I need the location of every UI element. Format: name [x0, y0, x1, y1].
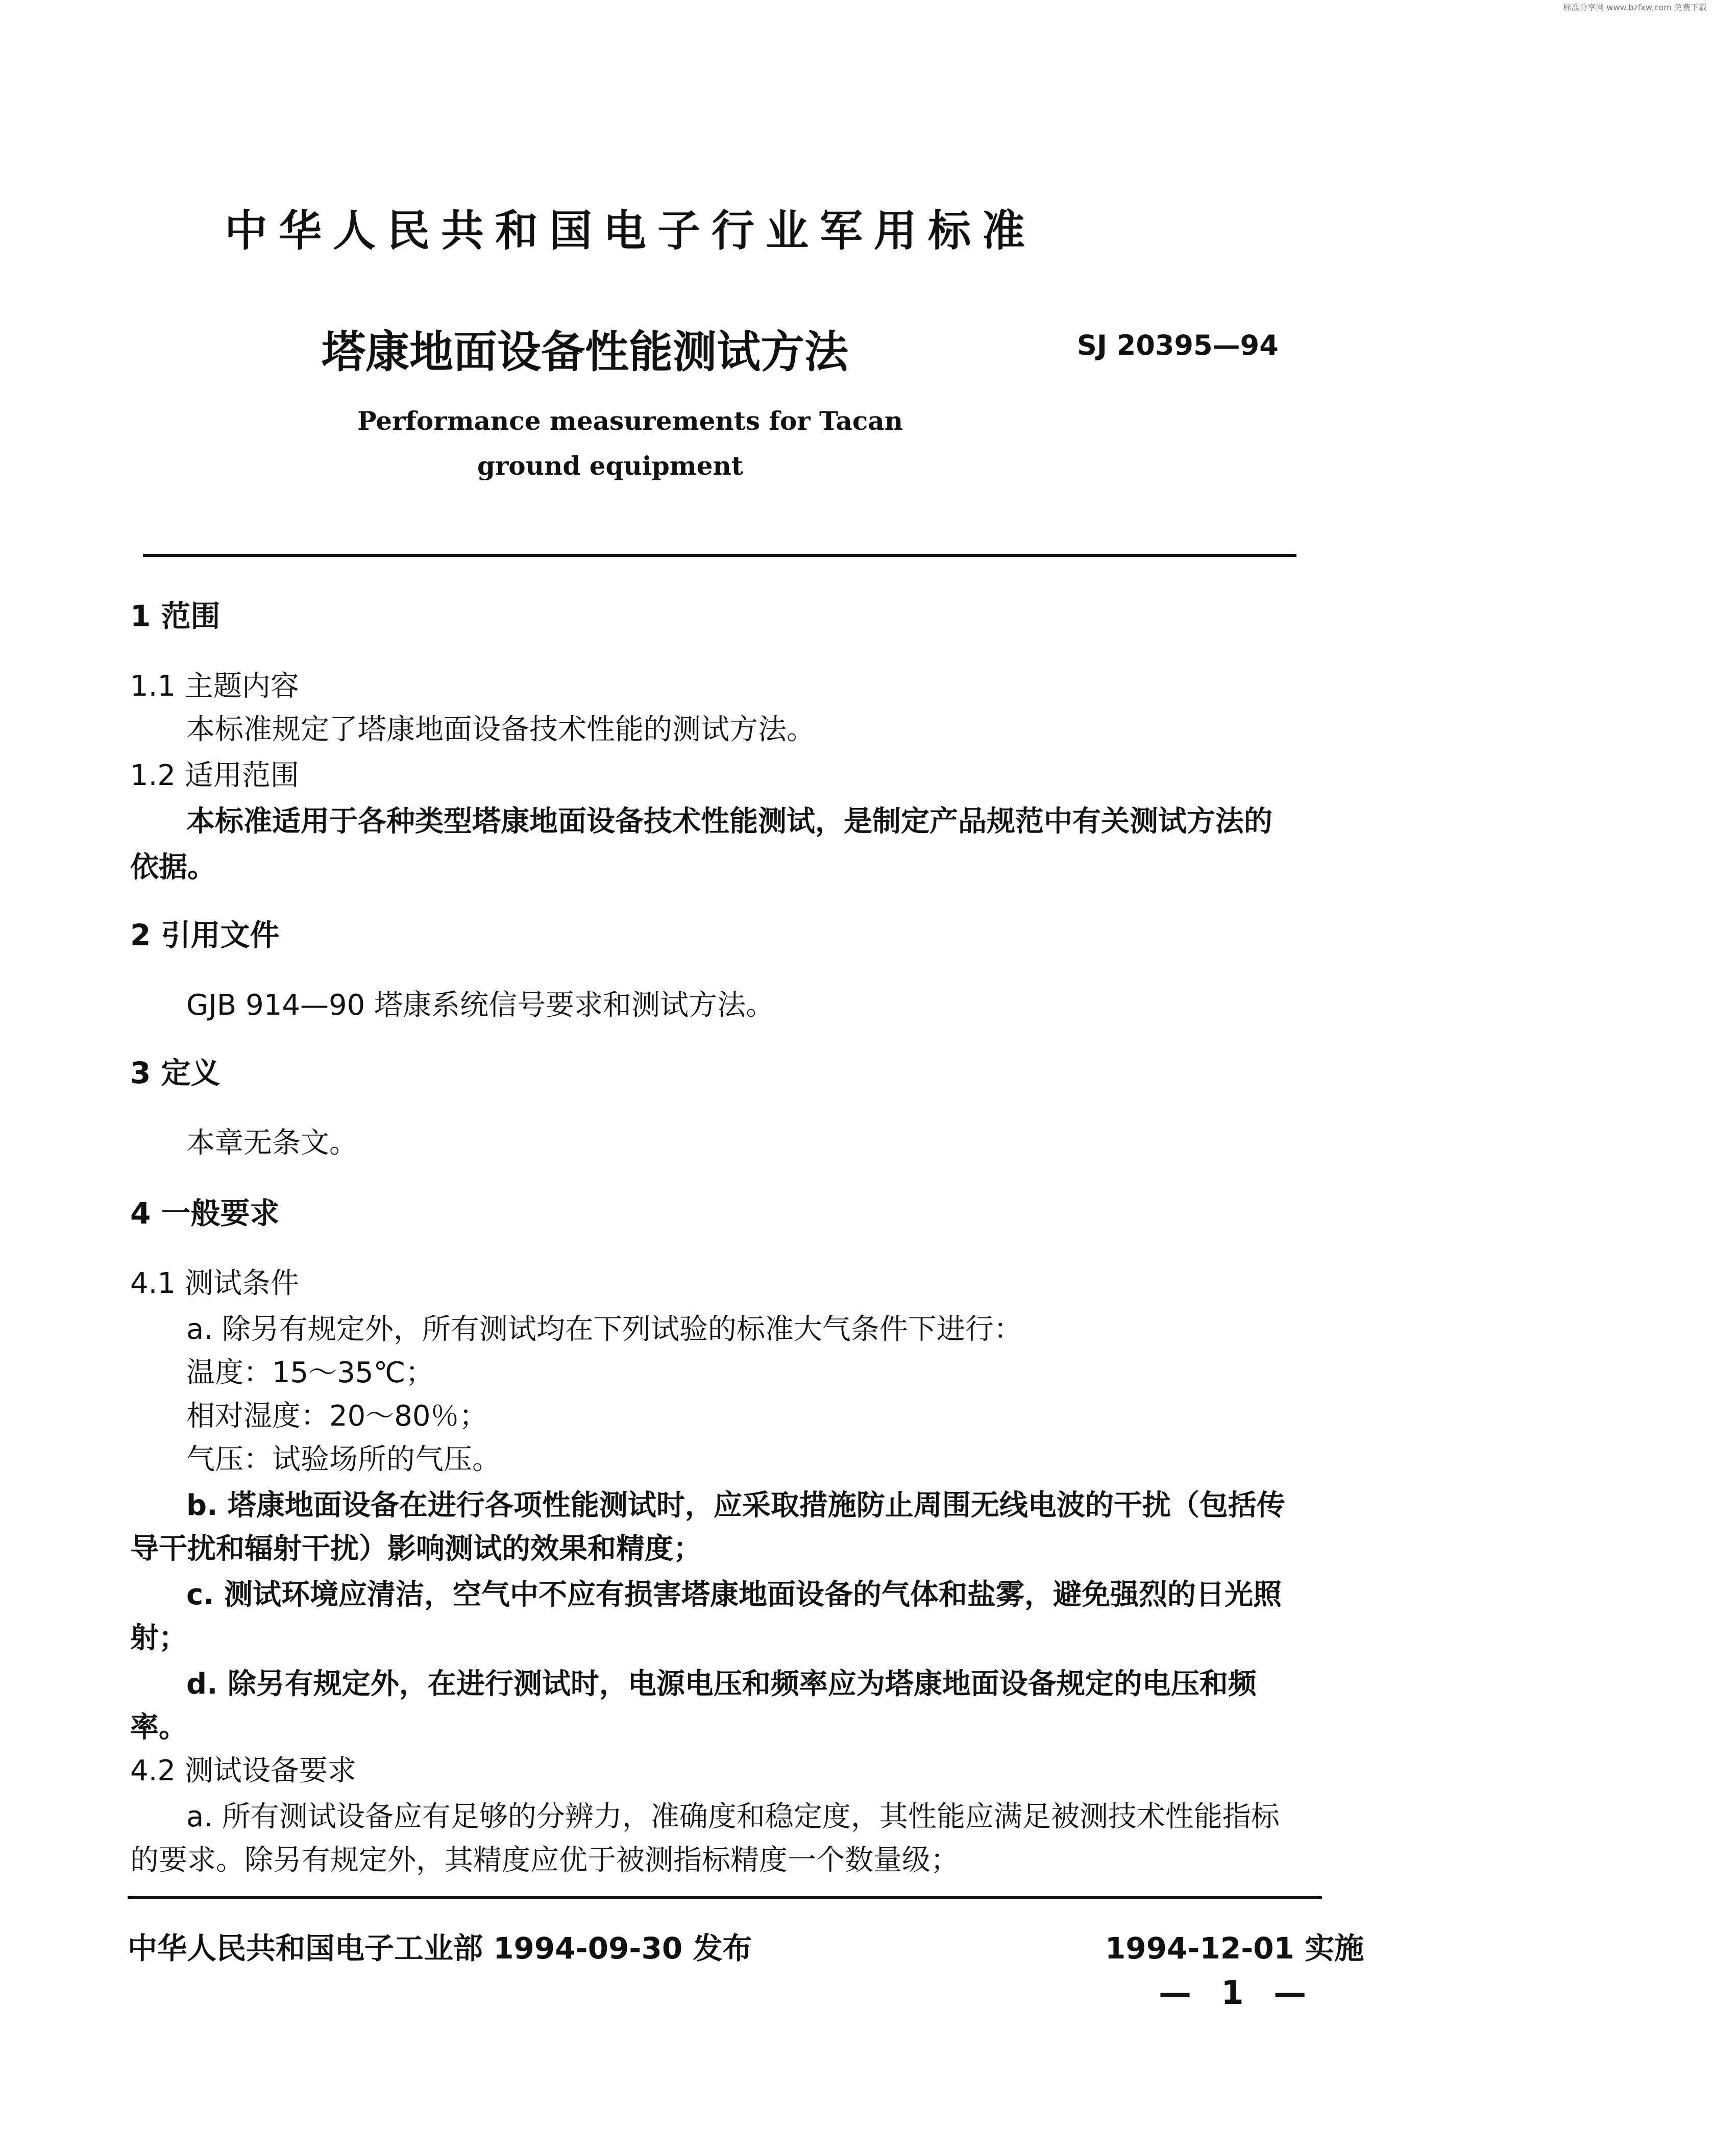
- section-1-1-text: 本标准规定了塔康地面设备技术性能的测试方法。: [186, 713, 815, 746]
- section-1-2-heading: 1.2 适用范围: [130, 759, 299, 792]
- watermark: 标准分享网 www.bzfxw.com 免费下载: [1563, 3, 1707, 12]
- section-2-heading: 2 引用文件: [130, 918, 280, 952]
- section-4-1-heading: 4.1 测试条件: [130, 1267, 299, 1300]
- section-4-heading: 4 一般要求: [130, 1196, 280, 1231]
- section-1-heading: 1 范围: [130, 599, 220, 633]
- section-1-2-text-line2: 依据。: [130, 851, 216, 884]
- section-1-1-heading: 1.1 主题内容: [130, 670, 299, 703]
- section-4-1-item-b-line2: 导干扰和辐射干扰）影响测试的效果和精度；: [130, 1532, 702, 1565]
- section-3-heading: 3 定义: [130, 1056, 220, 1090]
- document-title-english-line2: ground equipment: [477, 451, 743, 481]
- section-3-text: 本章无条文。: [186, 1126, 358, 1160]
- section-4-2-item-a-line2: 的要求。除另有规定外，其精度应优于被测指标精度一个数量级；: [130, 1844, 959, 1877]
- section-4-1-item-c-line2: 射；: [130, 1622, 187, 1655]
- page-number: — 1 —: [1159, 1974, 1316, 2012]
- footer-divider: [128, 1896, 1322, 1899]
- document-title-chinese: 塔康地面设备性能测试方法: [322, 327, 848, 378]
- effective-date: 1994-12-01 实施: [1105, 1931, 1364, 1966]
- document-title-english-line1: Performance measurements for Tacan: [357, 406, 903, 436]
- section-4-2-item-a-line1: a. 所有测试设备应有足够的分辨力，准确度和稳定度，其性能应满足被测技术性能指标: [186, 1800, 1280, 1833]
- section-4-1-item-d-line2: 率。: [130, 1711, 187, 1744]
- section-4-1-item-c-line1: c. 测试环境应清洁，空气中不应有损害塔康地面设备的气体和盐雾，避免强烈的日光照: [186, 1578, 1282, 1611]
- section-4-2-heading: 4.2 测试设备要求: [130, 1754, 356, 1787]
- section-1-2-text-line1: 本标准适用于各种类型塔康地面设备技术性能测试，是制定产品规范中有关测试方法的: [186, 805, 1272, 838]
- standard-organization-title: 中华人民共和国电子行业军用标准: [225, 206, 1037, 256]
- section-4-1-pressure: 气压：试验场所的气压。: [186, 1443, 501, 1476]
- section-4-1-item-a: a. 除另有规定外，所有测试均在下列试验的标准大气条件下进行：: [186, 1313, 1022, 1346]
- section-4-1-temperature: 温度：15～35℃；: [186, 1356, 434, 1389]
- section-4-1-item-b-line1: b. 塔康地面设备在进行各项性能测试时，应采取措施防止周围无线电波的干扰（包括传: [186, 1489, 1285, 1522]
- header-divider: [143, 554, 1296, 557]
- section-2-text: GJB 914—90 塔康系统信号要求和测试方法。: [186, 989, 775, 1022]
- section-4-1-humidity: 相对湿度：20～80％；: [186, 1400, 488, 1433]
- standard-code: SJ 20395—94: [1077, 329, 1279, 361]
- section-4-1-item-d-line1: d. 除另有规定外，在进行测试时，电源电压和频率应为塔康地面设备规定的电压和频: [186, 1668, 1257, 1701]
- issue-statement: 中华人民共和国电子工业部 1994-09-30 发布: [128, 1931, 752, 1966]
